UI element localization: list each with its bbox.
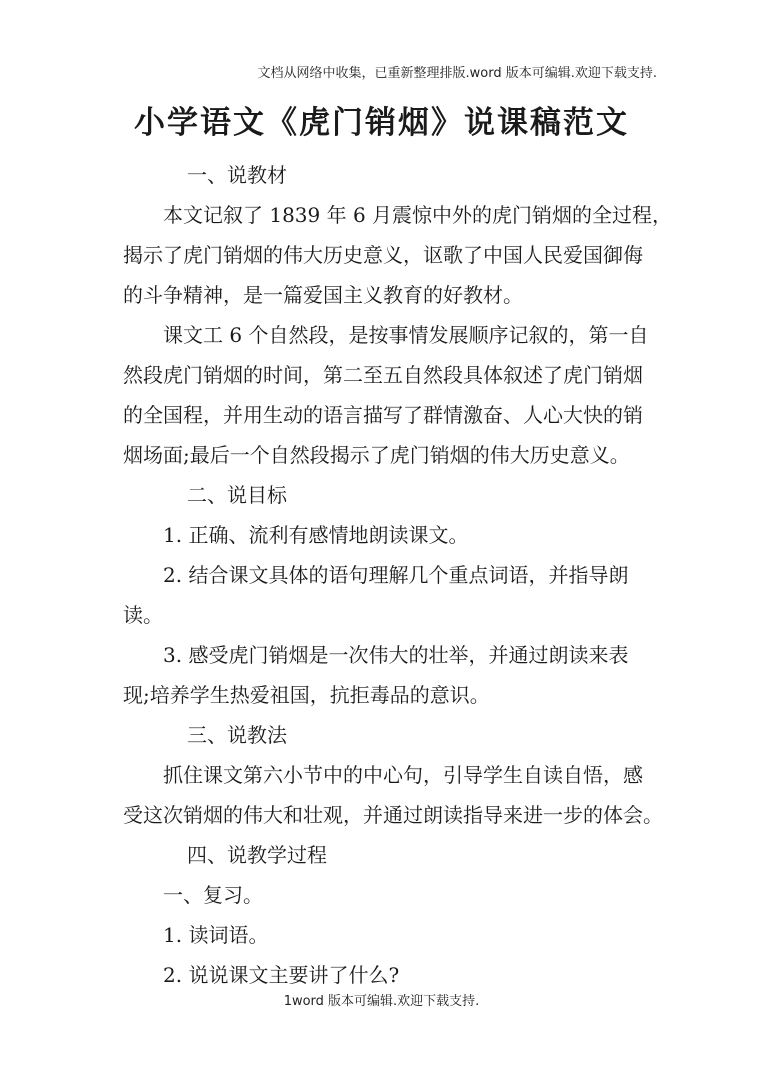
section-heading-teaching-material: 一、说教材 [187,163,287,187]
header-note: 文档从网络中收集，已重新整理排版.word 版本可编辑.欢迎下载支持. [257,66,657,81]
goal-item: 3. 感受虎门销烟是一次伟大的壮举，并通过朗读来表 [163,643,629,667]
goal-item: 现;培养学生热爱祖国，抗拒毒品的意识。 [123,683,490,707]
document-title: 小学语文《虎门销烟》说课稿范文 [134,105,629,141]
goal-item: 读。 [123,603,163,627]
subsection-heading-review: 一、复习。 [163,883,263,907]
paragraph-line: 的斗争精神，是一篇爱国主义教育的好教材。 [123,283,523,307]
paragraph-line: 的全国程，并用生动的语言描写了群情激奋、人心大快的销 [123,403,643,427]
paragraph-line: 然段虎门销烟的时间，第二至五自然段具体叙述了虎门销烟 [123,363,643,387]
section-heading-objectives: 二、说目标 [187,483,287,507]
paragraph-line: 烟场面;最后一个自然段揭示了虎门销烟的伟大历史意义。 [123,443,630,467]
footer-note: 1word 版本可编辑.欢迎下载支持. [283,994,480,1009]
section-heading-process: 四、说教学过程 [187,843,327,867]
review-item: 2. 说说课文主要讲了什么? [163,963,400,987]
goal-item: 1. 正确、流利有感情地朗读课文。 [163,523,469,547]
review-item: 1. 读词语。 [163,923,269,947]
paragraph-line: 抓住课文第六小节中的中心句，引导学生自读自悟，感 [163,763,643,787]
paragraph-line: 揭示了虎门销烟的伟大历史意义，讴歌了中国人民爱国御侮 [123,243,643,267]
section-heading-methods: 三、说教法 [187,723,287,747]
goal-item: 2. 结合课文具体的语句理解几个重点词语，并指导朗 [163,563,629,587]
paragraph-line: 课文工 6 个自然段，是按事情发展顺序记叙的，第一自 [163,323,649,347]
paragraph-line: 受这次销烟的伟大和壮观，并通过朗读指导来进一步的体会。 [123,803,663,827]
paragraph-line: 本文记叙了 1839 年 6 月震惊中外的虎门销烟的全过程， [163,203,673,227]
